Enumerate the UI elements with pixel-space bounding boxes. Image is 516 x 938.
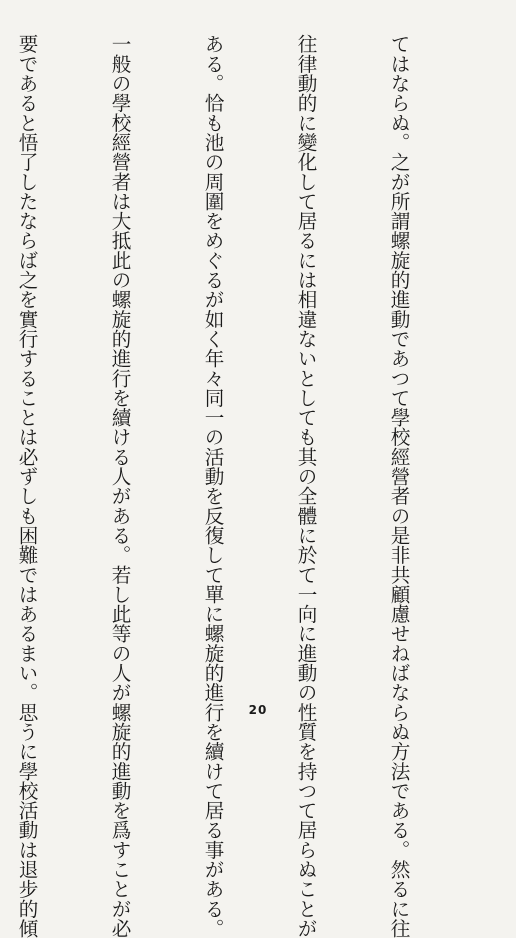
text-column: てはならぬ。之が所謂螺旋的進動であつて學校經營者の是非共顧慮せねばならぬ方法である。然るに往 (387, 34, 410, 938)
text-column: ある。恰も池の周圍をめぐるが如く年々同一の活動を反復して單に螺旋的進行を續けて居る事がある。 (201, 34, 224, 938)
page-number: 20 (248, 703, 268, 717)
text-column: 往律動的に變化して居るには相違ないとしても其の全體に於て一向に進動の性質を持つて居らぬことが (294, 34, 317, 938)
text-column: 一般の學校經營者は大抵此の螺旋的進行を續ける人がある。若し此等の人が螺旋的進動を爲すことが必 (108, 34, 131, 938)
text-column: 要であると悟了したならば之を實行することは必ずしも困難ではあるまい。思うに學校活動は退步的傾 (15, 34, 38, 938)
